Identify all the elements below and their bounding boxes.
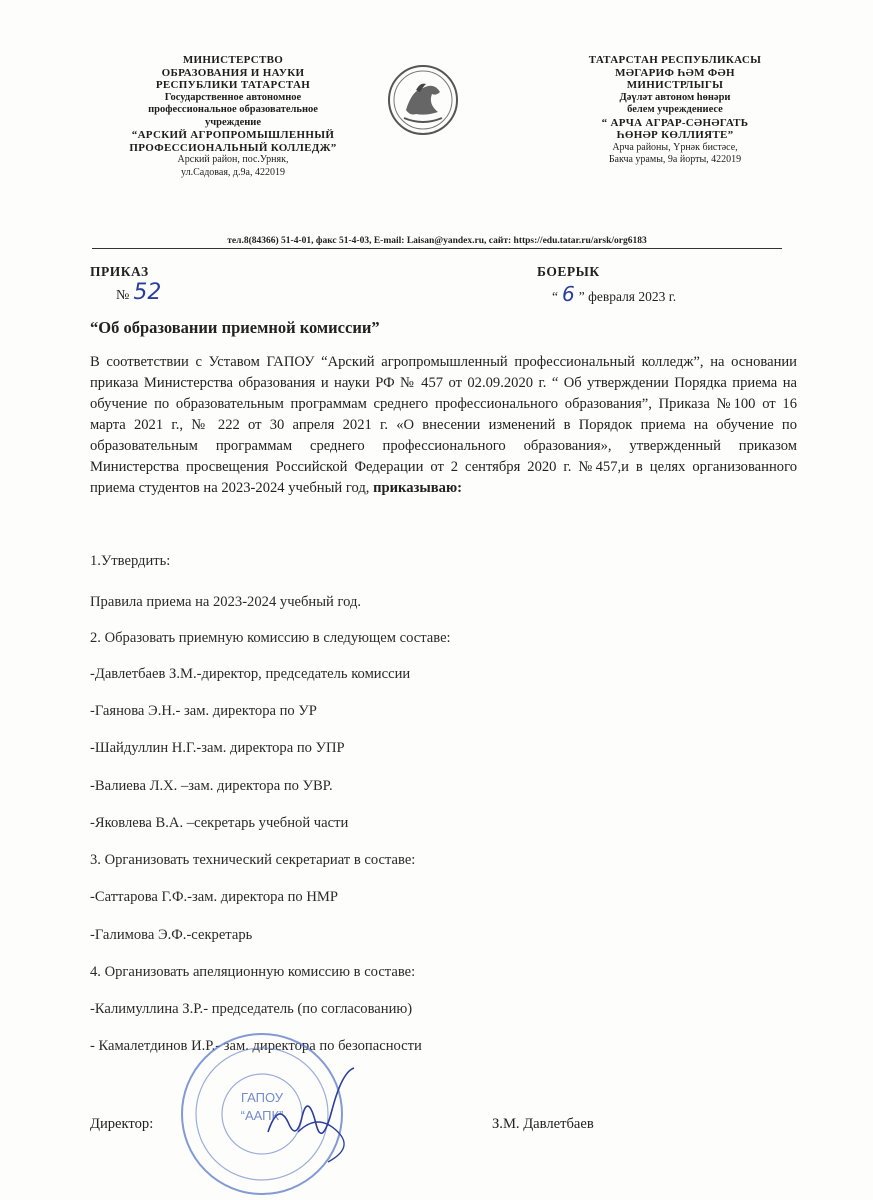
- order-item: -Галимова Э.Ф.-секретарь: [90, 927, 253, 943]
- date-open-quote: “: [552, 289, 558, 304]
- signatory-name: З.М. Давлетбаев: [492, 1116, 594, 1132]
- header-left-line: Арский район, пос.Урняк,: [177, 154, 289, 165]
- header-left-line: ОБРАЗОВАНИЯ И НАУКИ: [161, 66, 305, 79]
- header-left-line: ПРОФЕССИОНАЛЬНЫЙ КОЛЛЕДЖ”: [129, 141, 337, 154]
- contact-line: тел.8(84366) 51-4-01, факс 51-4-03, E-mail: Laisan@yandex.ru, сайт: https://edu.tatar.ru/arsk/org6183: [227, 236, 647, 246]
- document-title: “Об образовании приемной комиссии”: [90, 318, 380, 337]
- order-number-prefix: №: [116, 288, 130, 303]
- date-day: 6: [562, 282, 575, 306]
- handwritten-signature: [258, 1062, 378, 1172]
- preamble-text: В соответствии с Уставом ГАПОУ “Арский агропромышленный профессиональный колледж”, на основании приказа Министерства образования и науки РФ № 457 от 02.09.2020 г. “ Об утверждении Порядка приема на обучение по образовательным программам среднего профессионального образования”, Приказа №100 от 16 марта 2021 г., № 222 от 30 апреля 2021 г. «О внесении изменений в Порядок приема на обучение по образовательным программам среднего профессионального образования», утвержденный приказом Министерства просвещения Российской Федерации от 2 сентября 2020 г. №457,и в целях организованного приема студентов на 2023-2024 учебный год,: [90, 354, 797, 496]
- header-right-line: МӘГАРИФ ҺӘМ ФӘН: [615, 66, 735, 79]
- header-right-line: “ АРЧА АГРАР-СӘНӘГАТЬ: [601, 116, 749, 129]
- order-item: 1.Утвердить:: [90, 553, 171, 569]
- header-left-line: “АРСКИЙ АГРОПРОМЫШЛЕННЫЙ: [131, 129, 335, 141]
- header-right-tt: [570, 54, 780, 167]
- header-right-line: Арча районы, Үрнәк бистәсе,: [612, 141, 738, 153]
- header-right-line: ҺӨНӘР КӨЛЛИЯТЕ”: [616, 129, 734, 141]
- header-right-line: белем учреждениесе: [627, 104, 723, 115]
- header-right-line: Бакча урамы, 9а йорты, 422019: [608, 154, 742, 165]
- header-left-line: учреждение: [204, 116, 262, 128]
- date-rest: ” февраля 2023 г.: [578, 289, 677, 304]
- order-item: -Саттарова Г.Ф.-зам. директора по НМР: [90, 889, 338, 905]
- order-date: [552, 282, 676, 306]
- order-item: -Калимуллина З.Р.- председатель (по согласованию): [90, 1001, 413, 1017]
- header-left-line: РЕСПУБЛИКИ ТАТАРСТАН: [155, 79, 311, 91]
- header-left-line: ул.Садовая, д.9а, 422019: [181, 166, 285, 178]
- order-item: -Яковлева В.А. –секретарь учебной части: [90, 815, 349, 831]
- preamble-decree-word: приказываю:: [373, 480, 462, 496]
- order-item: 4. Организовать апеляционную комиссию в составе:: [90, 964, 416, 980]
- header-right-line: МИНИСТРЛЫГЫ: [626, 79, 724, 91]
- order-item: -Шайдуллин Н.Г.-зам. директора по УПР: [90, 740, 345, 756]
- header-left-line: МИНИСТЕРСТВО: [182, 54, 284, 66]
- header-left-ru: [118, 54, 348, 179]
- order-item: 2. Образовать приемную комиссию в следующем составе:: [90, 630, 451, 646]
- order-item: 3. Организовать технический секретариат в составе:: [90, 852, 416, 868]
- order-item: -Давлетбаев З.М.-директор, председатель комиссии: [90, 666, 411, 682]
- tatarstan-emblem-icon: [386, 60, 460, 140]
- preamble-paragraph: [90, 352, 797, 499]
- header-left-line: Государственное автономное: [164, 91, 302, 103]
- order-item: -Гаянова Э.Н.- зам. директора по УР: [90, 703, 317, 719]
- order-label-tt: БОЕРЫК: [537, 264, 600, 279]
- order-item: Правила приема на 2023-2024 учебный год.: [90, 594, 362, 610]
- order-number: [116, 280, 161, 305]
- header-right-line: ТАТАРСТАН РЕСПУБЛИКАСЫ: [588, 54, 762, 66]
- stamp-line-1: ГАПОУ: [240, 1090, 284, 1105]
- order-item: -Валиева Л.Х. –зам. директора по УВР.: [90, 778, 333, 794]
- signature-label: Директор:: [90, 1116, 154, 1132]
- order-item: - Камалетдинов И.Р.- зам. директора по безопасности: [90, 1038, 422, 1054]
- order-label-ru: ПРИКАЗ: [90, 264, 149, 279]
- header-right-line: Дәүләт автоном һөнәри: [619, 91, 731, 103]
- order-number-value: 52: [133, 280, 162, 305]
- header-divider: [92, 248, 782, 249]
- stamp-line-2: “ААПК”: [240, 1108, 284, 1123]
- header-left-line: профессиональное образовательное: [148, 104, 318, 115]
